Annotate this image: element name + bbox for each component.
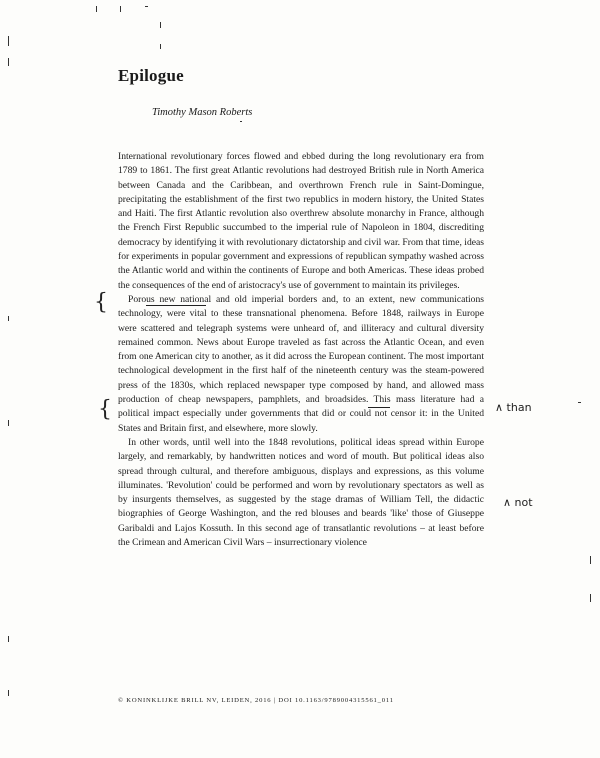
scan-speck (8, 316, 9, 321)
margin-brace-1: { (94, 290, 108, 315)
paragraph: International revolutionary forces flowed and ebbed during the long revolutionary era from 1789 to 1861. The first great Atlantic revolutions had destroyed British rule in North America between Canada and the Caribbean, and overthrown French rule in Saint-Domingue, precipitating the establishment of the first two republics in modern history, the United States and Haiti. The first Atlantic revolution also overthrew absolute monarchy in France, although the French First Republic succumbed to the imperial rule of Napoleon in 1804, discrediting democracy by identifying it with revolutionary dictatorship and civil war. From that time, ideas for experiments in popular government and expressions of republican sympathy washed across the Atlantic world and within the continents of Europe and both Americas. These ideas probed the consequences of the end of aristocracy's use of government to maintain its privileges. (118, 151, 484, 291)
scan-speck (8, 420, 9, 426)
scan-speck (590, 594, 591, 602)
author-name: Timothy Mason Roberts (152, 107, 253, 118)
scan-speck (8, 58, 9, 66)
margin-brace-2: { (98, 397, 112, 422)
scan-speck (120, 6, 121, 12)
scan-speck (145, 6, 148, 7)
scan-speck (590, 556, 591, 564)
paragraph: Porous new national and old imperial borders and, to an extent, new communications technology, were vital to these transnational phenomena. Before 1848, railways in Europe were scattered and telegraph systems were unheard of, and illiteracy and cultural diversity remained common. News about Europe traveled as fast across the Atlantic Ocean, and even from one American city to another, as it did across the European continent. The most important technological development in the first half of the nineteenth century was the steam-powered press of the 1830s, which replaced newspaper type composed by hand, and allowed mass production of cheap newspapers, pamphlets, and broadsides. This mass literature had a political impact especially under governments that did or could not censor it: in the United States and Britain first, and elsewhere, more slowly. (118, 293, 484, 434)
scan-speck (160, 22, 161, 28)
scan-speck (8, 36, 9, 46)
strikethrough-mark (146, 305, 206, 306)
scan-speck (8, 690, 9, 696)
paragraph: In other words, until well into the 1848 revolutions, political ideas spread within Europe largely, and remarkably, by handwritten notices and word of mouth. But political ideas also spread through cultural, and therefore ambiguous, displays and expressions, as this volume illuminates. 'Revolution' could be performed and worn by revolutionary spectators as well as by insurgents themselves, as suggested by the stage dramas of William Tell, the didactic biographies of George Washington, and the red blouses and beards 'like' those of Giuseppe Garibaldi and Lajos Kossuth. In this second age of transatlantic revolutions – at least before the Crimean and American Civil Wars – insurrectionary violence (118, 436, 484, 549)
chapter-title: Epilogue (118, 66, 184, 85)
page-footer: © KONINKLIJKE BRILL NV, LEIDEN, 2016 | DOI 10.1163/9789004315561_011 (118, 697, 394, 704)
scan-speck (240, 121, 242, 122)
scan-speck (8, 636, 9, 642)
scan-speck (96, 6, 97, 12)
margin-note-than: ∧ than (495, 401, 532, 414)
strikethrough-mark (368, 407, 390, 408)
scan-speck (160, 44, 161, 49)
margin-note-not: ∧ not (503, 496, 533, 509)
scan-speck (578, 402, 581, 403)
body-text (118, 150, 484, 550)
